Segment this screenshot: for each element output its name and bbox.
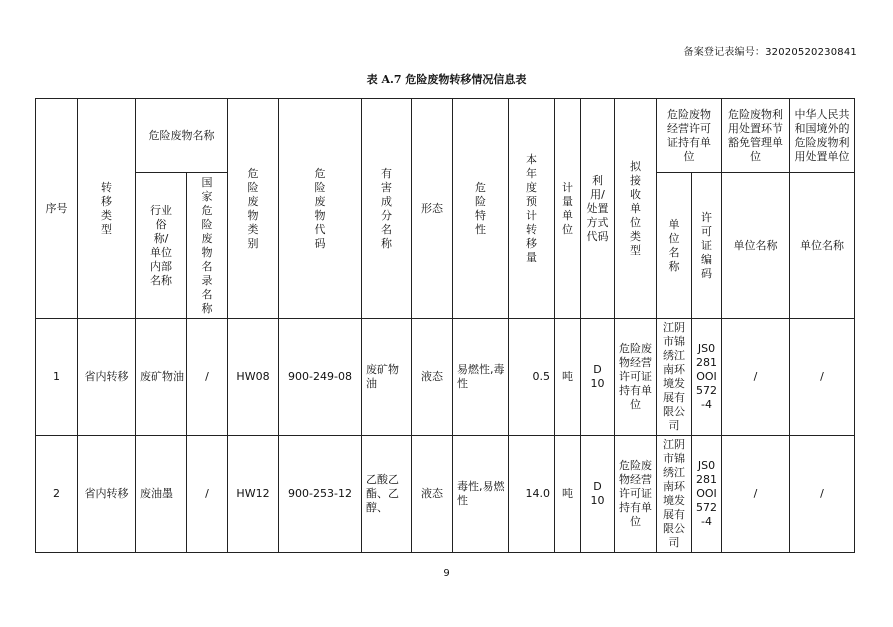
col-transfer-type: 转移类型 (78, 99, 136, 319)
col-harmful: 有害成分名称 (362, 99, 412, 319)
cell-exempt: / (722, 319, 790, 436)
cell-national-name: / (187, 319, 228, 436)
col-receiver-type: 拟接收单位类型 (615, 99, 657, 319)
col-abroad-name: 单位名称 (790, 173, 855, 319)
cell-amount: 14.0 (509, 436, 555, 553)
col-license-no: 许可证编码 (692, 173, 722, 319)
cell-form: 液态 (412, 319, 453, 436)
cell-method: D10 (581, 319, 615, 436)
col-form: 形态 (412, 99, 453, 319)
col-exempt-group: 危险废物利用处置环节豁免管理单位 (722, 99, 790, 173)
table-title: 表 A.7 危险废物转移情况信息表 (366, 73, 527, 86)
col-national-name: 国家危险废物名录名称 (187, 173, 228, 319)
cell-holder-name: 江阴市锦绣江南环境发展有限公司 (657, 319, 692, 436)
cell-holder-name: 江阴市锦绣江南环境发展有限公司 (657, 436, 692, 553)
col-waste-name-group: 危险废物名称 (136, 99, 228, 173)
hazardous-waste-transfer-table (35, 98, 855, 553)
col-seq: 序号 (36, 99, 78, 319)
cell-receiver-type: 危险废物经营许可证持有单位 (615, 319, 657, 436)
cell-industry-name: 废矿物油 (136, 319, 187, 436)
cell-industry-name: 废油墨 (136, 436, 187, 553)
cell-unit: 吨 (555, 436, 581, 553)
cell-harmful: 乙酸乙酯、乙醇、 (362, 436, 412, 553)
cell-license-no: JS0281OOI572-4 (692, 319, 722, 436)
page-number: 9 (443, 568, 450, 579)
table-row (36, 436, 855, 553)
col-license-holder-group: 危险废物经营许可证持有单位 (657, 99, 722, 173)
cell-receiver-type: 危险废物经营许可证持有单位 (615, 436, 657, 553)
cell-code: 900-249-08 (279, 319, 362, 436)
cell-property: 毒性,易燃性 (453, 436, 509, 553)
col-abroad-group: 中华人民共和国境外的危险废物利用处置单位 (790, 99, 855, 173)
col-holder-name: 单位名称 (657, 173, 692, 319)
col-code: 危险废物代码 (279, 99, 362, 319)
cell-transfer-type: 省内转移 (78, 319, 136, 436)
cell-unit: 吨 (555, 319, 581, 436)
cell-harmful: 废矿物油 (362, 319, 412, 436)
cell-property: 易燃性,毒性 (453, 319, 509, 436)
cell-abroad: / (790, 436, 855, 553)
col-method-code: 利用/处置方式代码 (581, 99, 615, 319)
col-unit: 计量单位 (555, 99, 581, 319)
cell-form: 液态 (412, 436, 453, 553)
cell-transfer-type: 省内转移 (78, 436, 136, 553)
cell-method: D10 (581, 436, 615, 553)
cell-exempt: / (722, 436, 790, 553)
registration-number: 备案登记表编号：32020520230841 (683, 47, 857, 58)
cell-seq: 1 (36, 319, 78, 436)
col-industry-name: 行业俗称/单位内部名称 (136, 173, 187, 319)
cell-national-name: / (187, 436, 228, 553)
cell-category: HW08 (228, 319, 279, 436)
col-annual-amount: 本年度预计转移量 (509, 99, 555, 319)
cell-amount: 0.5 (509, 319, 555, 436)
col-category: 危险废物类别 (228, 99, 279, 319)
cell-abroad: / (790, 319, 855, 436)
col-exempt-name: 单位名称 (722, 173, 790, 319)
cell-category: HW12 (228, 436, 279, 553)
col-property: 危险特性 (453, 99, 509, 319)
cell-license-no: JS0281OOI572-4 (692, 436, 722, 553)
cell-code: 900-253-12 (279, 436, 362, 553)
cell-seq: 2 (36, 436, 78, 553)
table-row (36, 319, 855, 436)
